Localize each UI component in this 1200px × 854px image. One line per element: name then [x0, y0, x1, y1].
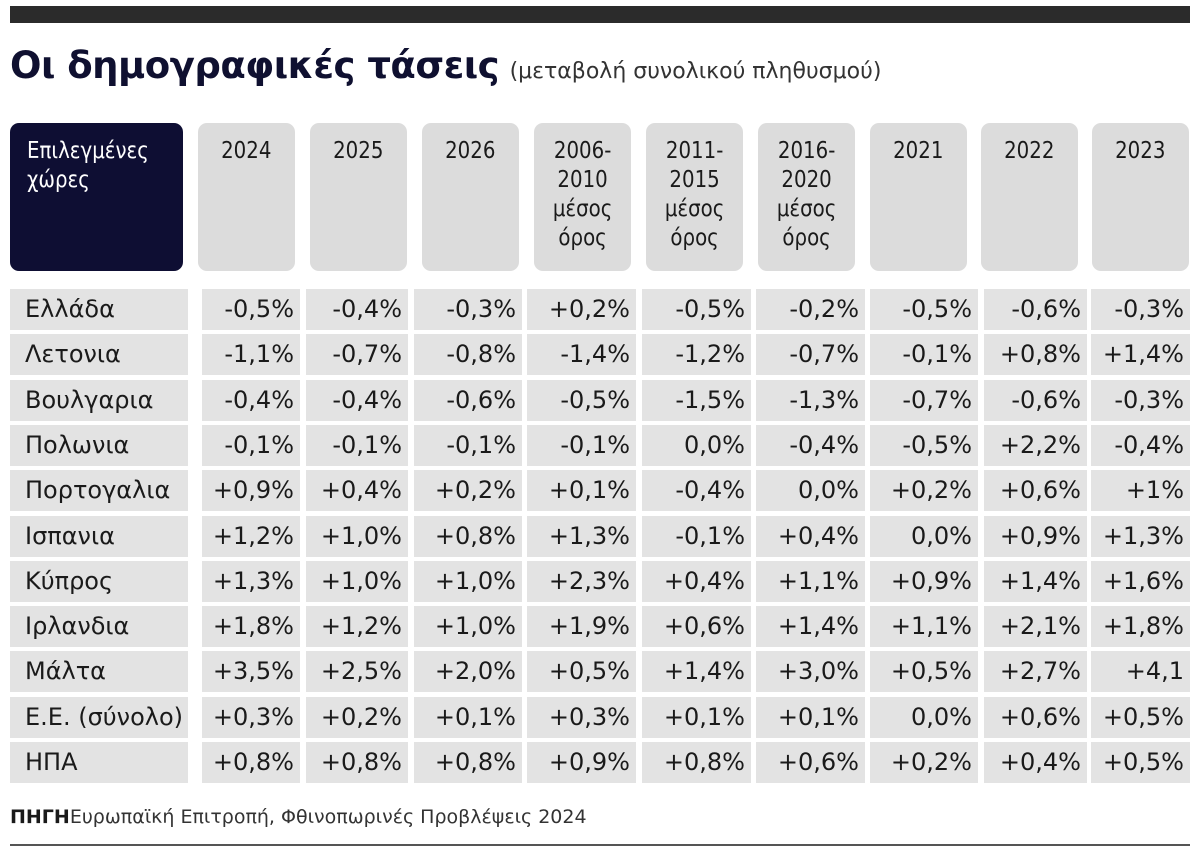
value-cell: +0,2%: [870, 470, 978, 511]
column-header-label: 2011- 2015 μέσος όρος: [664, 138, 725, 251]
value-cell: +0,2%: [306, 697, 408, 738]
value-cell: +2,3%: [527, 561, 636, 602]
value-cell: +0,8%: [202, 742, 300, 783]
value-cell: +0,8%: [414, 742, 522, 783]
value-cell: +1,3%: [202, 561, 300, 602]
value-cell: +0,3%: [202, 697, 300, 738]
value-cell: -0,1%: [642, 516, 751, 557]
value-cell: -0,4%: [756, 425, 865, 466]
value-cell: +1,4%: [984, 561, 1087, 602]
value-cell: +0,3%: [527, 697, 636, 738]
table-row: [10, 697, 1190, 738]
table-row: [10, 742, 1190, 783]
value-cell: -0,4%: [202, 380, 300, 421]
value-cell: -0,3%: [1091, 380, 1190, 421]
value-cell: +0,8%: [414, 516, 522, 557]
table-row: [10, 380, 1190, 421]
value-cell: +0,9%: [202, 470, 300, 511]
country-cell: Πολωνια: [10, 425, 188, 466]
value-cell: +0,8%: [642, 742, 751, 783]
table-row: [10, 334, 1190, 375]
value-cell: -0,5%: [870, 289, 978, 330]
value-cell: +0,1%: [642, 697, 751, 738]
value-cell: -1,2%: [642, 334, 751, 375]
value-cell: +1,0%: [306, 561, 408, 602]
value-cell: +0,5%: [1091, 697, 1190, 738]
value-cell: -0,4%: [306, 380, 408, 421]
chart-title: Οι δημογραφικές τάσεις: [10, 44, 500, 87]
value-cell: -1,3%: [756, 380, 865, 421]
country-cell: Λετονια: [10, 334, 188, 375]
value-cell: 0,0%: [642, 425, 751, 466]
value-cell: +2,1%: [984, 606, 1087, 647]
column-header: [981, 123, 1078, 271]
value-cell: -0,6%: [984, 380, 1087, 421]
value-cell: -0,6%: [414, 380, 522, 421]
value-cell: -0,7%: [306, 334, 408, 375]
value-cell: -0,5%: [642, 289, 751, 330]
value-cell: -0,8%: [414, 334, 522, 375]
value-cell: +0,5%: [870, 651, 978, 692]
value-cell: +0,2%: [527, 289, 636, 330]
source-note: [10, 806, 587, 828]
value-cell: +0,6%: [984, 697, 1087, 738]
value-cell: 0,0%: [870, 697, 978, 738]
column-header: [534, 123, 631, 271]
value-cell: -0,1%: [527, 425, 636, 466]
value-cell: +0,6%: [756, 742, 865, 783]
table-row: [10, 651, 1190, 692]
column-header: [198, 123, 295, 271]
country-cell: ΗΠΑ: [10, 742, 188, 783]
value-cell: +1,6%: [1091, 561, 1190, 602]
value-cell: -0,1%: [306, 425, 408, 466]
country-cell: Πορτογαλια: [10, 470, 188, 511]
value-cell: +2,7%: [984, 651, 1087, 692]
header-country: [10, 123, 183, 271]
bottom-rule: [10, 844, 1190, 846]
country-cell: Ισπανια: [10, 516, 188, 557]
value-cell: +1,3%: [1091, 516, 1190, 557]
table-row: [10, 606, 1190, 647]
title-block: [10, 44, 881, 96]
value-cell: +1,9%: [527, 606, 636, 647]
table-row: [10, 470, 1190, 511]
value-cell: -0,1%: [202, 425, 300, 466]
value-cell: -1,4%: [527, 334, 636, 375]
table-row: [10, 561, 1190, 602]
value-cell: -0,1%: [870, 334, 978, 375]
value-cell: +1,2%: [306, 606, 408, 647]
column-header: [758, 123, 855, 271]
value-cell: -0,5%: [870, 425, 978, 466]
value-cell: +0,4%: [984, 742, 1087, 783]
value-cell: +0,1%: [414, 697, 522, 738]
value-cell: -0,1%: [414, 425, 522, 466]
value-cell: -0,5%: [202, 289, 300, 330]
header-country-label: Επιλεγμένες χώρες: [27, 138, 149, 193]
value-cell: +1,4%: [1091, 334, 1190, 375]
column-header: [310, 123, 407, 271]
value-cell: +0,5%: [527, 651, 636, 692]
source-text: Ευρωπαϊκή Επιτροπή, Φθινοπωρινές Προβλέψεις 2024: [69, 806, 587, 828]
value-cell: +3,0%: [756, 651, 865, 692]
value-cell: +0,2%: [414, 470, 522, 511]
value-cell: +0,8%: [306, 742, 408, 783]
value-cell: +0,1%: [756, 697, 865, 738]
column-header-label: 2006- 2010 μέσος όρος: [552, 138, 613, 251]
value-cell: +1,2%: [202, 516, 300, 557]
value-cell: +0,9%: [527, 742, 636, 783]
value-cell: +4,1: [1091, 651, 1190, 692]
value-cell: -0,6%: [984, 289, 1087, 330]
table-row: [10, 289, 1190, 330]
country-cell: Κύπρος: [10, 561, 188, 602]
value-cell: -0,4%: [642, 470, 751, 511]
value-cell: +1,8%: [1091, 606, 1190, 647]
column-header: [870, 123, 967, 271]
column-header-label: 2024: [221, 138, 272, 164]
value-cell: 0,0%: [870, 516, 978, 557]
value-cell: -0,7%: [756, 334, 865, 375]
value-cell: +0,1%: [527, 470, 636, 511]
value-cell: +0,6%: [642, 606, 751, 647]
value-cell: +0,6%: [984, 470, 1087, 511]
value-cell: +1,1%: [756, 561, 865, 602]
value-cell: -0,3%: [1091, 289, 1190, 330]
value-cell: -1,5%: [642, 380, 751, 421]
value-cell: +3,5%: [202, 651, 300, 692]
value-cell: -0,4%: [306, 289, 408, 330]
value-cell: +2,2%: [984, 425, 1087, 466]
value-cell: +0,4%: [642, 561, 751, 602]
value-cell: +1,0%: [414, 606, 522, 647]
value-cell: +0,9%: [984, 516, 1087, 557]
top-rule: [10, 6, 1190, 23]
country-cell: Ε.Ε. (σύνολο): [10, 697, 188, 738]
column-header-label: 2025: [333, 138, 384, 164]
value-cell: -0,2%: [756, 289, 865, 330]
value-cell: +2,5%: [306, 651, 408, 692]
value-cell: +1,8%: [202, 606, 300, 647]
value-cell: +0,4%: [306, 470, 408, 511]
value-cell: +1,0%: [414, 561, 522, 602]
country-cell: Ιρλανδια: [10, 606, 188, 647]
country-cell: Βουλγαρια: [10, 380, 188, 421]
value-cell: +1,4%: [756, 606, 865, 647]
value-cell: +1,3%: [527, 516, 636, 557]
source-label: ΠΗΓΗ: [10, 806, 70, 828]
value-cell: -0,7%: [870, 380, 978, 421]
value-cell: -0,3%: [414, 289, 522, 330]
chart-subtitle: (μεταβολή συνολικού πληθυσμού): [509, 59, 882, 84]
value-cell: +0,9%: [870, 561, 978, 602]
table-row: [10, 516, 1190, 557]
country-cell: Ελλάδα: [10, 289, 188, 330]
value-cell: +2,0%: [414, 651, 522, 692]
value-cell: +1%: [1091, 470, 1190, 511]
value-cell: +1,4%: [642, 651, 751, 692]
value-cell: +0,5%: [1091, 742, 1190, 783]
column-header-label: 2021: [893, 138, 944, 164]
value-cell: +0,8%: [984, 334, 1087, 375]
value-cell: -0,5%: [527, 380, 636, 421]
value-cell: -0,4%: [1091, 425, 1190, 466]
country-cell: Μάλτα: [10, 651, 188, 692]
value-cell: -1,1%: [202, 334, 300, 375]
column-header: [646, 123, 743, 271]
column-header-label: 2016- 2020 μέσος όρος: [776, 138, 837, 251]
column-header: [1092, 123, 1189, 271]
value-cell: +1,0%: [306, 516, 408, 557]
column-header-label: 2026: [445, 138, 496, 164]
value-cell: +0,4%: [756, 516, 865, 557]
value-cell: +0,2%: [870, 742, 978, 783]
column-header: [422, 123, 519, 271]
value-cell: 0,0%: [756, 470, 865, 511]
table-row: [10, 425, 1190, 466]
value-cell: +1,1%: [870, 606, 978, 647]
column-header-label: 2022: [1004, 138, 1055, 164]
column-header-label: 2023: [1115, 138, 1166, 164]
